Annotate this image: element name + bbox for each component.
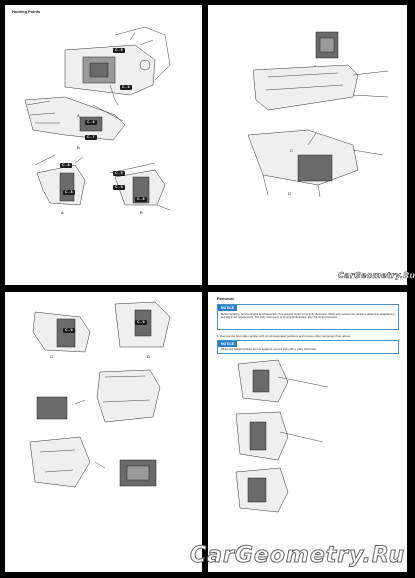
hold-tag: C - 8	[137, 197, 145, 201]
manual-page-4	[208, 292, 407, 572]
holding-points-diagram	[5, 5, 202, 285]
hold-tag: C - 9	[115, 185, 123, 189]
hold-tag: C - 6	[122, 85, 130, 89]
callout-label: A	[77, 113, 80, 118]
manual-page-2	[208, 5, 415, 285]
detail-label: B	[140, 210, 143, 215]
detail-label: D	[147, 354, 150, 359]
manual-page-1	[5, 5, 202, 285]
hold-tag: C - 9	[115, 48, 123, 52]
hold-tag: C - 6	[87, 120, 95, 124]
page-header: Holding Points	[12, 9, 41, 14]
manual-page-3	[5, 292, 202, 572]
notice-heading: NOTICE	[218, 341, 237, 347]
notice-heading: NOTICE	[218, 305, 237, 311]
rail-diagram	[5, 292, 202, 572]
footer-watermark: CarGeometry.Ru	[190, 543, 406, 568]
hold-tag: C - 8	[65, 190, 73, 194]
detail-label: C	[50, 354, 53, 359]
page-watermark: CarGeometry.Ru	[338, 271, 415, 280]
notice-text: When spot welded portions are not apparent, remove paint with a rotary wire brush.	[221, 348, 317, 351]
notice-text: Before repairing, remove Engine and Suspension Components. Refer to the body dimension charts and measure the vehicle to determine straightening and alignment requirements. The body must return to its original dimension after the repair procedure.	[221, 313, 395, 320]
hold-tag: C - 9	[115, 171, 123, 175]
instruction-step: 1. Remove the front side member with cut at designated positions and remove other component from above.	[217, 334, 352, 338]
removal-diagram	[208, 292, 407, 572]
callout-label: B	[77, 145, 80, 150]
rail-diagram	[208, 5, 407, 285]
hold-tag: C - 8	[62, 163, 70, 167]
hold-tag: C - 9	[137, 320, 145, 324]
detail-label: A	[61, 210, 64, 215]
section-title: Removal	[217, 296, 234, 301]
hold-tag: C - 9	[65, 328, 73, 332]
callout-label: D	[288, 191, 291, 196]
callout-label: C	[290, 148, 293, 153]
hold-tag: C - 7	[87, 135, 95, 139]
